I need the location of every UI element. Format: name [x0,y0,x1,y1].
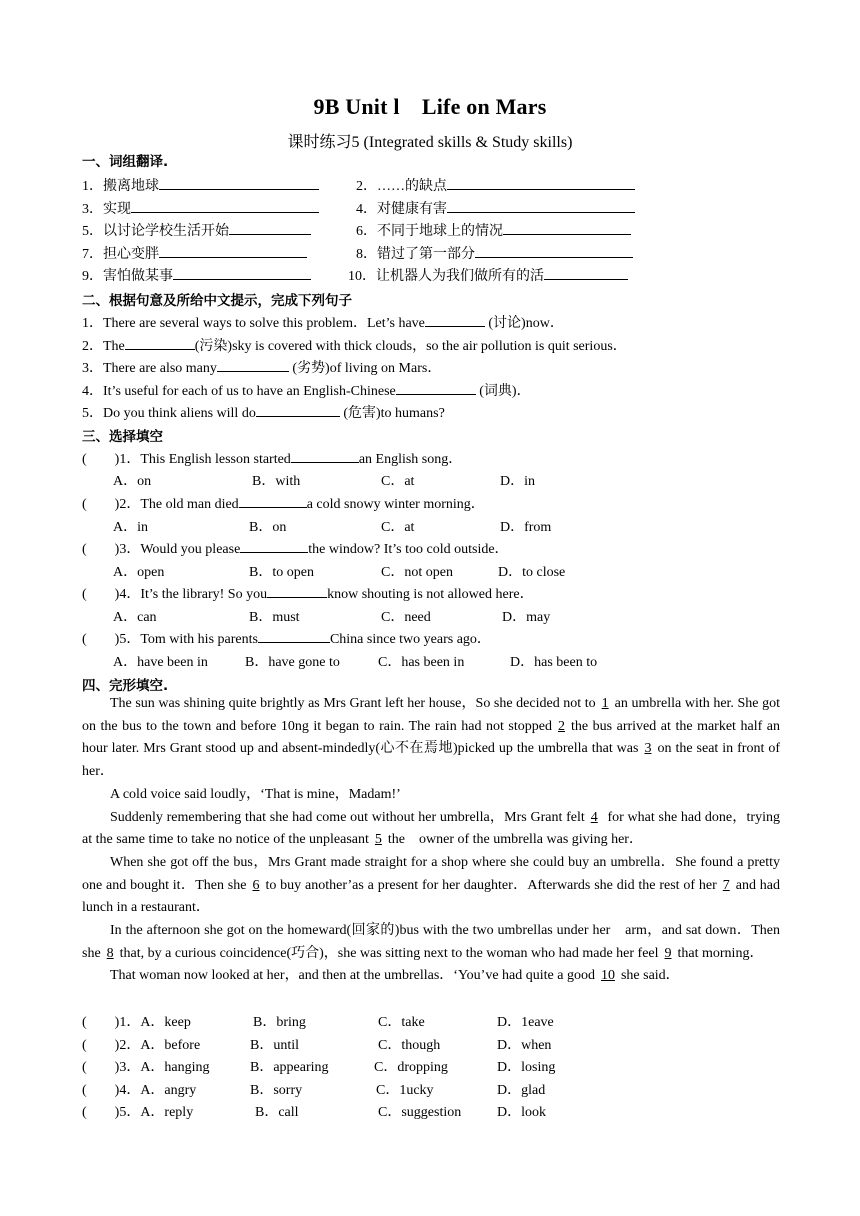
cloze-blank: 9 [664,945,672,961]
section3-heading: 三、选择填空 [82,429,163,445]
answer-blank [173,265,311,280]
choice-option: A．on [113,474,152,489]
cloze-question: ( )1．A．keep [82,1015,191,1030]
choice-question: ( )3．Would you please the window? It’s too cold outside． [82,538,509,558]
answer-blank [256,402,340,417]
choice-option: B．on [249,520,287,535]
phrase-item: 3．实现 [82,198,319,218]
phrase-item: 6．不同于地球上的情况 [356,220,631,240]
answer-blank [447,175,635,190]
phrase-item: 5．以讨论学校生活开始 [82,220,311,240]
sentence-item: 1．There are several ways to solve this problem．Let’s have (讨论)now． [82,312,564,332]
choice-question: ( )4．It’s the library! So you know shouting is not allowed here． [82,583,534,603]
choice-option: B．bring [253,1015,306,1030]
sentence-item: 5．Do you think aliens will do (危害)to humans? [82,402,445,422]
answer-blank [267,583,327,598]
passage-paragraph: A cold voice said loudly，‘That is mine，Madam!’ [110,786,401,802]
choice-option: B．with [252,474,301,489]
answer-blank [503,220,631,235]
answer-blank [229,220,311,235]
answer-blank [475,243,633,258]
choice-option: B．sorry [250,1083,303,1098]
choice-option: A．in [113,520,148,535]
choice-option: D．look [497,1105,546,1120]
section4-heading: 四、完形填空. [82,678,169,694]
passage-paragraph: Suddenly remembering that she had come out without her umbrella，Mrs Grant felt 4 for what she had done，trying at the same time to take no notice of the unpleasant 5 the owner of the umbrella was giving her． [82,809,780,848]
page-subtitle: 课时练习5 (Integrated skills & Study skills) [287,134,573,151]
page-title: 9B Unit l Life on Mars [313,94,547,119]
phrase-item: 8．错过了第一部分 [356,243,633,263]
answer-blank [258,628,330,643]
choice-option: B．must [249,610,300,625]
choice-option: D．when [497,1038,552,1053]
cloze-blank: 6 [252,877,260,893]
choice-option: B．have gone to [245,655,340,670]
answer-blank [240,538,308,553]
cloze-blank: 10 [600,968,615,984]
choice-option: C．has been in [378,655,465,670]
cloze-blank: 7 [722,877,730,893]
choice-option: C．at [381,474,415,489]
answer-blank [159,175,319,190]
passage-paragraph: When she got off the bus，Mrs Grant made straight for a shop where she could buy an umbrella．She found a pretty one and bought it．Then she 6 to buy another’as a present for her daughter．Afterwards she did the rest of her 7 and had lunch in a restaurant． [82,854,780,916]
cloze-blank: 4 [590,809,598,825]
sentence-item: 4．It’s useful for each of us to have an English-Chinese (词典)． [82,380,531,400]
phrase-item: 1．搬离地球 [82,175,319,195]
choice-option: B．call [255,1105,299,1120]
cloze-question: ( )4．A．angry [82,1083,197,1098]
choice-option: C．though [378,1038,441,1053]
cloze-blank: 8 [106,945,114,961]
cloze-blank: 1 [601,696,609,711]
cloze-blank: 2 [557,718,565,734]
cloze-passage [82,693,780,988]
choice-question: ( )2．The old man died a cold snowy winter morning． [82,493,485,513]
answer-blank [131,198,319,213]
answer-blank [544,265,628,280]
cloze-question: ( )3．A．hanging [82,1060,210,1075]
choice-option: A．have been in [113,655,208,670]
passage-paragraph: That woman now looked at her，and then at the umbrellas．‘You’ve had quite a good 10 she said． [110,968,680,984]
answer-blank [396,380,476,395]
answer-blank [125,335,195,350]
choice-option: A．can [113,610,157,625]
choice-option: D．may [502,610,551,625]
passage-paragraph: The sun was shining quite brightly as Mrs Grant left her house，So she decided not to 1 an umbrella with her. She got on the bus to the town and before 10ng it began to rain. The rain had not stopped 2 the bus arrived at the market half an hour later. Mrs Grant stood up and absent-mindedly(心不在焉地)picked up the umbrella that was 3 on the seat in front of her． [82,696,781,780]
choice-option: A．open [113,565,165,580]
passage-paragraph: In the afternoon she got on the homeward(回家的)bus with the two umbrellas under her arm，and sat down．Then she 8 that, by a curious coincidence(巧合)，she was sitting next to the woman who had made her feel 9 that morning． [82,923,780,961]
answer-blank [447,198,635,213]
answer-blank [159,243,307,258]
choice-option: D．has been to [510,655,598,670]
answer-blank [425,312,485,327]
section2-heading: 二、根据句意及所给中文提示，完成下列句子 [82,293,352,309]
choice-option: B．appearing [250,1060,329,1075]
phrase-item: 4．对健康有害 [356,198,635,218]
choice-option: B．until [250,1038,300,1053]
sentence-item: 3．There are also many (劣势)of living on Mars． [82,357,441,377]
choice-option: D．glad [497,1083,546,1098]
answer-blank [217,357,289,372]
cloze-blank: 5 [374,832,382,848]
choice-question: ( )5．Tom with his parents China since two years ago． [82,628,491,648]
choice-option: D．losing [497,1060,556,1075]
choice-option: C．suggestion [378,1105,462,1120]
answer-blank [239,493,307,508]
choice-option: C．take [378,1015,425,1030]
phrase-item: 7．担心变胖 [82,243,307,263]
choice-option: D．from [500,520,552,535]
choice-option: C．at [381,520,415,535]
choice-option: D．1eave [497,1015,554,1030]
choice-option: C．need [381,610,431,625]
choice-option: D．in [500,474,535,489]
sentence-item: 2．The (污染)sky is covered with thick clouds，so the air pollution is quit serious． [82,335,627,355]
phrase-item: 9．害怕做某事 [82,265,311,285]
section1-heading: 一、词组翻译. [82,154,169,170]
choice-option: D．to close [498,565,566,580]
cloze-question: ( )5．A．reply [82,1105,194,1120]
cloze-blank: 3 [644,741,652,757]
cloze-question: ( )2．A．before [82,1038,201,1053]
phrase-item: 10．让机器人为我们做所有的活 [348,265,628,285]
choice-question: ( )1．This English lesson started an English song． [82,448,462,468]
choice-option: C．1ucky [376,1083,434,1098]
choice-option: B．to open [249,565,314,580]
phrase-item: 2．……的缺点 [356,175,635,195]
choice-option: C．not open [381,565,453,580]
choice-option: C．dropping [374,1060,448,1075]
answer-blank [291,448,359,463]
